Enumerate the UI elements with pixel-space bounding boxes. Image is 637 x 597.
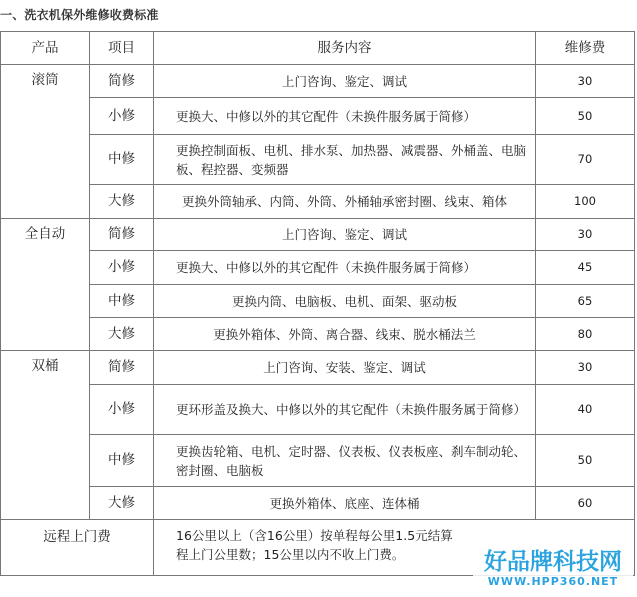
content-cell: 上门咨询、安装、鉴定、调试 [154,351,536,385]
content-cell: 更换大、中修以外的其它配件（未换件服务属于简修） [154,251,536,285]
table-row [1,487,635,520]
level-cell: 简修 [90,351,154,385]
header-fee: 维修费 [536,32,635,65]
fee-cell: 30 [536,351,635,385]
site-watermark [473,549,633,595]
table-row [1,185,635,219]
header-item: 项目 [90,32,154,65]
watermark-main-text: 好品牌科技网 [484,549,622,575]
product-cell: 滚筒 [1,65,90,219]
content-cell: 更换外筒轴承、内筒、外筒、外桶轴承密封圈、线束、箱体 [154,185,536,219]
table-row [1,135,635,185]
fee-cell: 60 [536,487,635,520]
level-cell: 中修 [90,285,154,318]
section-title: 一、洗衣机保外维修收费标准 [0,8,159,22]
table-row [1,385,635,435]
level-cell: 大修 [90,318,154,351]
level-cell: 简修 [90,219,154,251]
watermark-url: WWW.HPP360.NET [487,575,619,588]
header-product: 产品 [1,32,90,65]
product-cell: 双桶 [1,351,90,520]
table-row [1,98,635,135]
table-row [1,351,635,385]
fee-cell: 50 [536,435,635,487]
table-row [1,251,635,285]
level-cell: 大修 [90,487,154,520]
remote-fee-label: 远程上门费 [1,520,154,576]
fee-cell: 30 [536,219,635,251]
fee-cell: 100 [536,185,635,219]
level-cell: 简修 [90,65,154,98]
content-cell: 上门咨询、鉴定、调试 [154,65,536,98]
fee-cell: 45 [536,251,635,285]
content-cell: 上门咨询、鉴定、调试 [154,219,536,251]
fee-cell: 80 [536,318,635,351]
fee-cell: 40 [536,385,635,435]
table-row [1,435,635,487]
fee-cell: 30 [536,65,635,98]
content-cell: 更环形盖及换大、中修以外的其它配件（未换件服务属于简修） [154,385,536,435]
remote-fee-content: 16公里以上（含16公里）按单程每公里1.5元结算程上门公里数；15公里以内不收上门费。 [154,520,635,576]
header-content: 服务内容 [154,32,536,65]
level-cell: 大修 [90,185,154,219]
table-row [1,285,635,318]
table-header-row [1,32,635,65]
content-cell: 更换大、中修以外的其它配件（未换件服务属于简修） [154,98,536,135]
table-row [1,219,635,251]
content-cell: 更换控制面板、电机、排水泵、加热器、减震器、外桶盖、电脑板、程控器、变频器 [154,135,536,185]
level-cell: 小修 [90,98,154,135]
table-row [1,318,635,351]
product-cell: 全自动 [1,219,90,351]
level-cell: 小修 [90,251,154,285]
level-cell: 小修 [90,385,154,435]
fee-cell: 50 [536,98,635,135]
level-cell: 中修 [90,435,154,487]
level-cell: 中修 [90,135,154,185]
content-cell: 更换内筒、电脑板、电机、面架、驱动板 [154,285,536,318]
content-cell: 更换齿轮箱、电机、定时器、仪表板、仪表板座、刹车制动轮、密封圈、电脑板 [154,435,536,487]
content-cell: 更换外箱体、外筒、离合器、线束、脱水桶法兰 [154,318,536,351]
repair-fee-table [0,31,635,576]
fee-cell: 65 [536,285,635,318]
content-cell: 更换外箱体、底座、连体桶 [154,487,536,520]
fee-cell: 70 [536,135,635,185]
table-row [1,65,635,98]
